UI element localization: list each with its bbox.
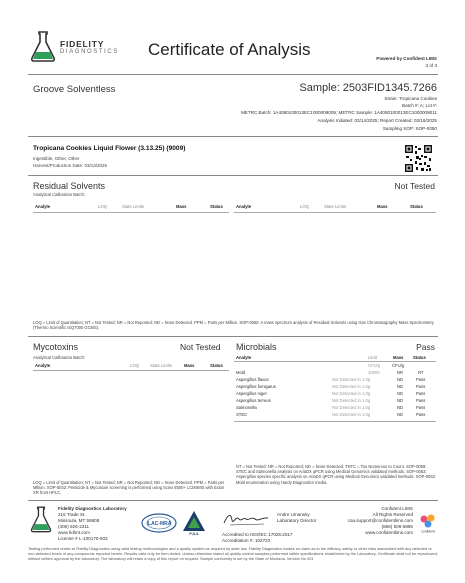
- residual-col-loq-left: LOQ: [98, 204, 107, 209]
- micro-mass: ND: [397, 377, 404, 382]
- micro-unit-limit: CFU/g: [368, 363, 381, 368]
- confident-lims-logo-icon: [417, 512, 439, 534]
- myco-col-limits: State Limits: [150, 363, 172, 368]
- product-divider: [28, 175, 438, 176]
- residual-col-limits-right: State Limits: [324, 204, 346, 209]
- microbials-status: Pass: [416, 342, 435, 352]
- ilac-seal-text: ILAC-MRA: [146, 521, 172, 527]
- micro-col-mass: Mass: [393, 355, 404, 360]
- myco-batch-label: Analytical Calibration Batch:: [33, 355, 86, 360]
- micro-analyte: STEC: [236, 412, 248, 417]
- residual-col-mass-right: Mass: [377, 204, 388, 209]
- residual-col-limits-left: State Limits: [122, 204, 144, 209]
- residual-col-mass-left: Mass: [176, 204, 187, 209]
- residual-col-analyte-right: Analyte: [236, 204, 252, 209]
- lims-contact: [348, 506, 413, 536]
- lab-name: Fidelity Diagnostics Laboratory: [58, 506, 127, 511]
- micro-status: NT: [418, 370, 424, 375]
- micro-mass: NR: [397, 370, 404, 375]
- residual-solvents-status: Not Tested: [394, 181, 435, 191]
- myco-col-analyte: Analyte: [35, 363, 51, 368]
- lab-contact: [58, 506, 127, 542]
- micro-mass: ND: [397, 412, 404, 417]
- lab-website[interactable]: www.fidlmt.com: [58, 530, 90, 535]
- residual-solvents-title: Residual Solvents: [33, 181, 106, 191]
- myco-footnote: LOQ = Limit of Quantitation; NT = Not Tested; NR = Not Reported; ND = None Detected. PPM = Parts per Million. SOP-0042: Pesticide & Mycotoxin screening is performed using Sciex 6500+ LCMSMS with Exion XR front HPLC.: [33, 480, 225, 496]
- lims-website[interactable]: www.confidentlims.com: [365, 530, 413, 535]
- micro-mass: ND: [397, 391, 404, 396]
- residual-col-status-left: Status: [210, 204, 223, 209]
- lab-address-1: 216 Trade St.: [58, 512, 86, 517]
- lims-email[interactable]: coa.support@confidentlims.com: [347, 518, 413, 523]
- confident-logo-text: confident: [421, 529, 435, 534]
- flask-logo-icon: [30, 30, 56, 62]
- micro-limit: Not Detected in 1.0g: [332, 405, 371, 410]
- residual-col-loq-right: LOQ: [300, 204, 309, 209]
- mycotoxins-title: Mycotoxins: [33, 342, 79, 352]
- signer-block: [277, 512, 316, 524]
- micro-status: Pass: [416, 405, 426, 410]
- mycotoxins-status: Not Tested: [180, 342, 221, 352]
- micro-col-status: Status: [413, 355, 426, 360]
- micro-limit: Not Detected in 1.0g: [332, 391, 371, 396]
- residual-col-analyte-left: Analyte: [35, 204, 51, 209]
- lab-address-2: Missoula, MT 59808: [58, 518, 100, 523]
- signature-icon: [222, 510, 270, 528]
- sample-id: Sample: 2503FID1345.7266: [299, 82, 437, 94]
- pjla-seal-icon: [182, 510, 206, 536]
- pjla-seal-text: PJLA: [189, 532, 199, 536]
- micro-limit: 10000: [368, 370, 380, 375]
- footer-divider: [28, 500, 438, 501]
- residual-batch-label: Analytical Calibration Batch:: [33, 192, 86, 197]
- qr-code-icon[interactable]: [404, 144, 433, 173]
- micro-status: Pass: [416, 412, 426, 417]
- strain: Strain: Tropicana Cookies: [384, 96, 437, 101]
- signer-name: Andre Umansky: [277, 512, 310, 517]
- header-divider: [28, 74, 438, 75]
- residual-divider: [28, 336, 438, 337]
- micro-limit: Not Detected in 1.0g: [332, 384, 371, 389]
- disclaimer: Testing performed onsite at Fidelity Diagnostics using valid testing methodologies and a quality system as required by state law. Fidelity Diagnostics makes no claim as to the efficacy, safety or other risks associated with any detected or non-detected levels of any compounds reported herein. Results valid only for item tested. Unless otherwise stated all quality control samples performed within specifications established by the Laboratory. Certificate shall not be reproduced, without written approval by the laboratory. The laboratory will retain a copy of this report on request. Sample conformity is set by the State of Montana. Version No 001: [28, 546, 438, 561]
- analysis-dates: Analysis Initiated: 03/14/2025; Report Created: 03/19/2025: [317, 118, 437, 123]
- micro-status: Pass: [416, 398, 426, 403]
- metrc-ids: METRC Batch: 1A4080100013EC1000009009; METRC Sample: 1A4080100013EC1000009011: [240, 110, 437, 115]
- powered-by: Powered by Confident LIMS: [376, 56, 437, 61]
- micro-analyte: Mold: [236, 370, 246, 375]
- page-number: 3 of 3: [425, 63, 437, 68]
- micro-limit: Not Detected in 1.0g: [332, 377, 371, 382]
- micro-mass: ND: [397, 384, 404, 389]
- accreditation-standard: Accredited to ISO/IEC 17025:2017: [222, 532, 293, 537]
- micro-analyte: Salmonella: [236, 405, 257, 410]
- myco-col-status: Status: [210, 363, 223, 368]
- footer-flask-icon: [30, 505, 52, 533]
- micro-table-end-line: [234, 421, 436, 422]
- micro-mass: ND: [397, 398, 404, 403]
- myco-header-line: [33, 370, 229, 371]
- batch-lot: Batch #: A; Lot #:: [402, 103, 437, 108]
- sample-divider: [28, 136, 438, 137]
- signer-title: Laboratory Director: [277, 518, 317, 523]
- micro-limit: Not Detected in 1.0g: [332, 398, 371, 403]
- micro-col-limit: Limit: [368, 355, 377, 360]
- micro-status: Pass: [416, 391, 426, 396]
- residual-header-line-right: [234, 212, 436, 213]
- micro-analyte: Aspergillus flavus: [236, 377, 269, 382]
- micro-mass: ND: [397, 405, 404, 410]
- harvest-date: Harvest/Production Date: 03/13/2025: [33, 163, 108, 168]
- lims-name: Confident LIMS: [381, 506, 413, 511]
- residual-footnote: LOQ = Limit of Quantitation; NT = Not Tested; NR = Not Reported; ND = None Detected. PPM = Parts per Million. SOP-0060: A mass spectrum analysis of Residual Solvents using Gas Chromatography Mass Spectrometry (Thermo Scientific ISQ7000 GCMS).: [33, 320, 434, 331]
- micro-unit-mass: CFU/g: [392, 363, 405, 368]
- lims-phone: (866) 506-5866: [381, 524, 413, 529]
- myco-col-mass: Mass: [184, 363, 195, 368]
- micro-status: Pass: [416, 377, 426, 382]
- product-name: Tropicana Cookies Liquid Flower (3.13.25) (9009): [33, 145, 186, 152]
- logo-text-diagnostics: DIAGNOSTICS: [60, 49, 119, 55]
- table-row: [236, 412, 436, 420]
- residual-col-status-right: Status: [410, 204, 423, 209]
- micro-analyte: Aspergillus fumigatus: [236, 384, 276, 389]
- micro-analyte: Aspergillus terreus: [236, 398, 271, 403]
- micro-header-line: [234, 361, 436, 362]
- residual-header-line-left: [33, 212, 229, 213]
- micro-footnote: NT = Not Tested; NR = Not Reported; ND = None Detected. TNTC = Too Numerous to Count. SOP-0058: STEC and Salmonella analysis on AriaDX qPCR using Medical Genomics validated methods. SOP-0063: Aspergillus species specific analysis on AriaDX qPCR using Medical Genomics validated methods. SOP-0062: Mold enumeration using Hardy Diagnostics media.: [236, 464, 437, 485]
- logo-text-fidelity: FIDELITY: [60, 39, 105, 49]
- micro-col-analyte: Analyte: [236, 355, 252, 360]
- product-type: Ingestible, Other, Other: [33, 156, 80, 161]
- client-name: Groove Solventless: [33, 84, 116, 95]
- accreditation-number: Accreditation #: 102722: [222, 538, 271, 543]
- microbials-title: Microbials: [236, 342, 277, 352]
- lims-rights: All Rights Reserved: [372, 512, 413, 517]
- micro-status: Pass: [416, 384, 426, 389]
- ilac-seal-icon: [140, 512, 178, 534]
- myco-col-loq: LOQ: [130, 363, 139, 368]
- lab-license: License # L-100170-003: [58, 536, 108, 541]
- sampling-sop: Sampling SOP: SOP-0050: [382, 126, 437, 131]
- lab-phone: (406) 926-2211: [58, 524, 90, 529]
- micro-limit: Not Detected in 1.0g: [332, 412, 371, 417]
- lab-logo: [30, 30, 140, 64]
- page-title: Certificate of Analysis: [148, 40, 311, 59]
- micro-analyte: Aspergillus niger: [236, 391, 267, 396]
- accreditation-block: [222, 532, 292, 544]
